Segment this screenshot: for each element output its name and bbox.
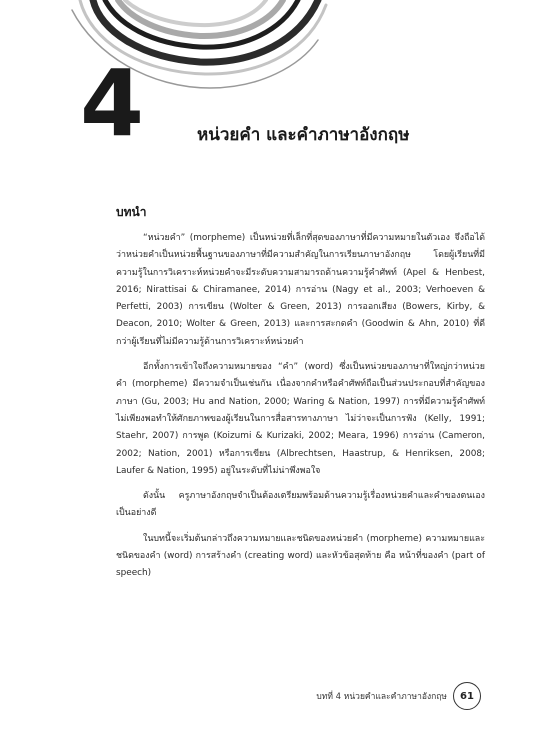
section-heading: บทนำ [116,205,147,219]
page-footer [316,682,481,710]
running-title: บทที่ 4 หน่วยคำและคำภาษาอังกฤษ [316,692,447,702]
ring-gray-arc-1 [118,0,283,36]
chapter-number: 4 [80,50,145,157]
page-number: 61 [453,682,481,710]
chapter-title: หน่วยคำ และคำภาษาอังกฤษ [197,125,410,145]
paragraph-1: “หน่วยคำ” (morpheme) เป็นหน่วยที่เล็กที่สุดของภาษาที่มีความหมายในตัวเอง จึงถือได้ว่าหน่วยคำเป็นหน่วยพื้นฐานของภาษาที่มีความสำคัญในการเรียนภาษาอังกฤษ โดยผู้เรียนที่มีความรู้ในการวิเคราะห์หน่วยคำจะมีระดับความสามารถด้านความรู้คำศัพท์ (Apel & Henbest, 2016; Nirattisai & Chiramanee, 2014) การอ่าน (Nagy et al., 2003; Verhoeven & Perfetti, 2003) การเขียน (Wolter & Green, 2013) การออกเสียง (Bowers, Kirby, & Deacon, 2010; Wolter & Green, 2013) และการสะกดคำ (Goodwin & Ahn, 2010) ที่ดีกว่าผู้เรียนที่ไม่มีความรู้ด้านการวิเคราะห์หน่วยคำ [116,233,485,347]
paragraph-2: อีกทั้งการเข้าใจถึงความหมายของ “คำ” (word) ซึ่งเป็นหน่วยของภาษาที่ใหญ่กว่าหน่วยคำ (morpheme) มีความจำเป็นเช่นกัน เนื่องจากคำหรือคำศัพท์ถือเป็นส่วนประกอบที่สำคัญของภาษา (Gu, 2003; Hu and Nation, 2000; Waring & Nation, 1997) การที่มีความรู้คำศัพท์ไม่เพียงพอทำให้ศักยภาพของผู้เรียนในการสื่อสารทางภาษา ไม่ว่าจะเป็นการฟัง (Kelly, 1991; Staehr, 2007) การพูด (Koizumi & Kurizaki, 2002; Meara, 1996) การอ่าน (Cameron, 2002; Nation, 2001) หรือการเขียน (Albrechtsen, Haastrup, & Henriksen, 2008; Laufer & Nation, 1995) อยู่ในระดับที่ไม่น่าพึงพอใจ [116,362,485,476]
decorative-brush-rings [0,0,330,110]
paragraph-4: ในบทนี้จะเริ่มต้นกล่าวถึงความหมายและชนิดของหน่วยคำ (morpheme) ความหมายและชนิดของคำ (word) การสร้างคำ (creating word) และหัวข้อสุดท้าย คือ หน้าที่ของคำ (part of speech) [116,533,485,579]
paragraph-3: ดังนั้น ครูภาษาอังกฤษจำเป็นต้องเตรียมพร้อมด้านความรู้เรื่องหน่วยคำและคำของตนเองเป็นอย่างดี [116,491,485,519]
body-text [116,230,485,591]
